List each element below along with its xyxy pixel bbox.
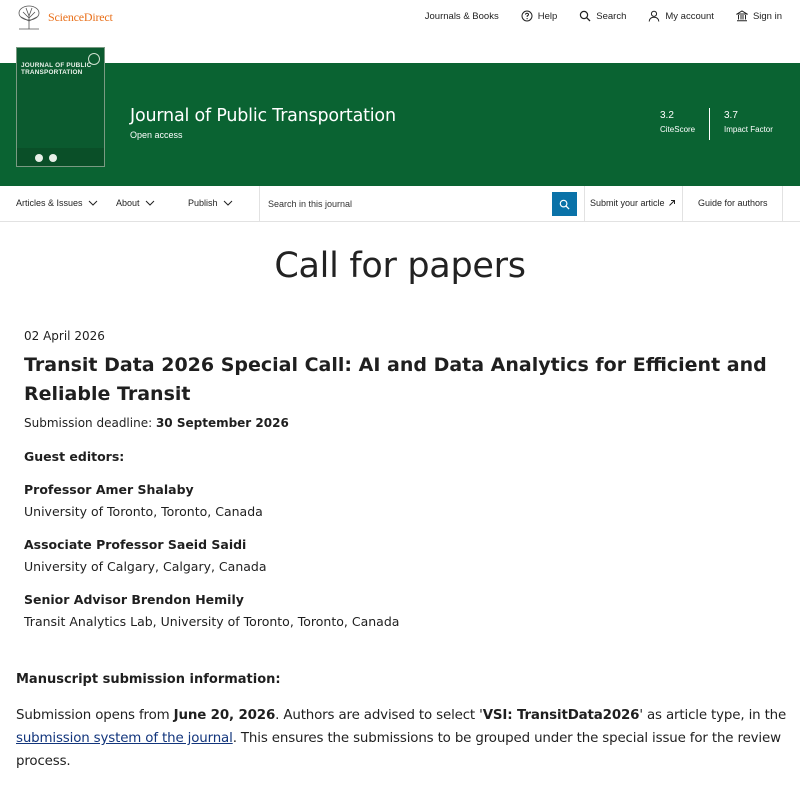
nav-divider — [782, 186, 783, 222]
sciencedirect-logo[interactable] — [16, 4, 113, 30]
user-icon — [648, 10, 660, 22]
editor-name: Senior Advisor Brendon Hemily — [24, 592, 244, 607]
sign-in-label: Sign in — [752, 10, 782, 22]
cover-title: JOURNAL OF PUBLIC TRANSPORTATION — [21, 62, 92, 76]
editor-name: Associate Professor Saeid Saidi — [24, 537, 247, 552]
open-access-label: Open access — [130, 130, 183, 140]
opens-date: June 20, 2026 — [173, 708, 276, 723]
journals-books-label: Journals & Books — [424, 10, 499, 22]
impact-factor-value: 3.7 — [724, 110, 738, 121]
impact-factor-label: Impact Factor — [724, 125, 773, 134]
search-icon — [579, 10, 591, 22]
brand-name: ScienceDirect — [48, 9, 113, 24]
top-navigation — [403, 10, 782, 22]
sign-in-link[interactable] — [736, 10, 782, 22]
citescore-label: CiteScore — [660, 125, 696, 134]
page-heading: Call for papers — [274, 246, 526, 286]
submit-article-label: Submit your article — [590, 198, 665, 208]
cover-footer-strip — [17, 148, 104, 166]
ms-text: . This ensures the submissions to be grouped under the special issue for the review process. — [16, 731, 781, 769]
about-label: About — [116, 198, 140, 208]
nav-divider — [682, 186, 683, 222]
cover-logo-icon — [49, 154, 57, 162]
help-link[interactable] — [521, 10, 558, 22]
submission-deadline — [24, 416, 289, 430]
search-label: Search — [596, 10, 627, 22]
editor-affiliation: University of Calgary, Calgary, Canada — [24, 559, 267, 574]
elsevier-tree-icon — [16, 4, 42, 30]
submit-article-link[interactable] — [590, 198, 676, 208]
my-account-link[interactable] — [648, 10, 714, 22]
manuscript-submission-heading: Manuscript submission information: — [16, 672, 281, 687]
journal-search-input[interactable] — [260, 192, 550, 216]
metric-divider — [709, 108, 710, 140]
journal-cover-image[interactable] — [16, 47, 105, 167]
nav-divider — [584, 186, 585, 222]
manuscript-submission-text — [16, 704, 796, 773]
deadline-value: 30 September 2026 — [155, 416, 289, 430]
articles-issues-menu[interactable] — [16, 198, 98, 208]
submission-system-link[interactable]: submission system of the journal — [16, 731, 233, 746]
publication-date: 02 April 2026 — [24, 329, 105, 343]
citescore-metric[interactable] — [660, 110, 695, 134]
chevron-down-icon — [145, 200, 155, 206]
ms-text: ' as article type, in the — [639, 708, 787, 723]
chevron-down-icon — [223, 200, 233, 206]
impact-factor-metric[interactable] — [724, 110, 773, 134]
guide-for-authors-link[interactable]: Guide for authors — [698, 198, 768, 208]
journal-title[interactable]: Journal of Public Transportation — [130, 106, 396, 126]
guest-editors-heading: Guest editors: — [24, 449, 125, 464]
journal-search-button[interactable] — [552, 192, 577, 216]
chevron-down-icon — [88, 200, 98, 206]
citescore-value: 3.2 — [660, 110, 674, 121]
editor-affiliation: University of Toronto, Toronto, Canada — [24, 504, 263, 519]
institution-icon — [736, 10, 748, 22]
publish-menu[interactable] — [188, 198, 233, 208]
help-circle-icon — [521, 10, 533, 22]
about-menu[interactable] — [116, 198, 155, 208]
help-label: Help — [537, 10, 558, 22]
deadline-label: Submission deadline: — [24, 416, 156, 430]
ms-text: Submission opens from — [16, 708, 174, 723]
journals-books-link[interactable] — [425, 11, 499, 22]
search-link[interactable] — [579, 10, 626, 22]
my-account-label: My account — [665, 10, 714, 22]
publish-label: Publish — [188, 198, 218, 208]
editor-name: Professor Amer Shalaby — [24, 482, 194, 497]
editor-affiliation: Transit Analytics Lab, University of Toronto, Toronto, Canada — [24, 614, 400, 629]
cover-logo-icon — [35, 154, 43, 162]
articles-issues-label: Articles & Issues — [16, 198, 83, 208]
external-link-icon — [668, 199, 676, 207]
article-type: VSI: TransitData2026 — [482, 708, 640, 723]
article-title: Transit Data 2026 Special Call: AI and Data Analytics for Efficient and Reliable Transit — [24, 354, 767, 405]
top-bar — [0, 0, 800, 40]
ms-text: . Authors are advised to select ' — [275, 708, 483, 723]
search-icon — [559, 199, 570, 210]
